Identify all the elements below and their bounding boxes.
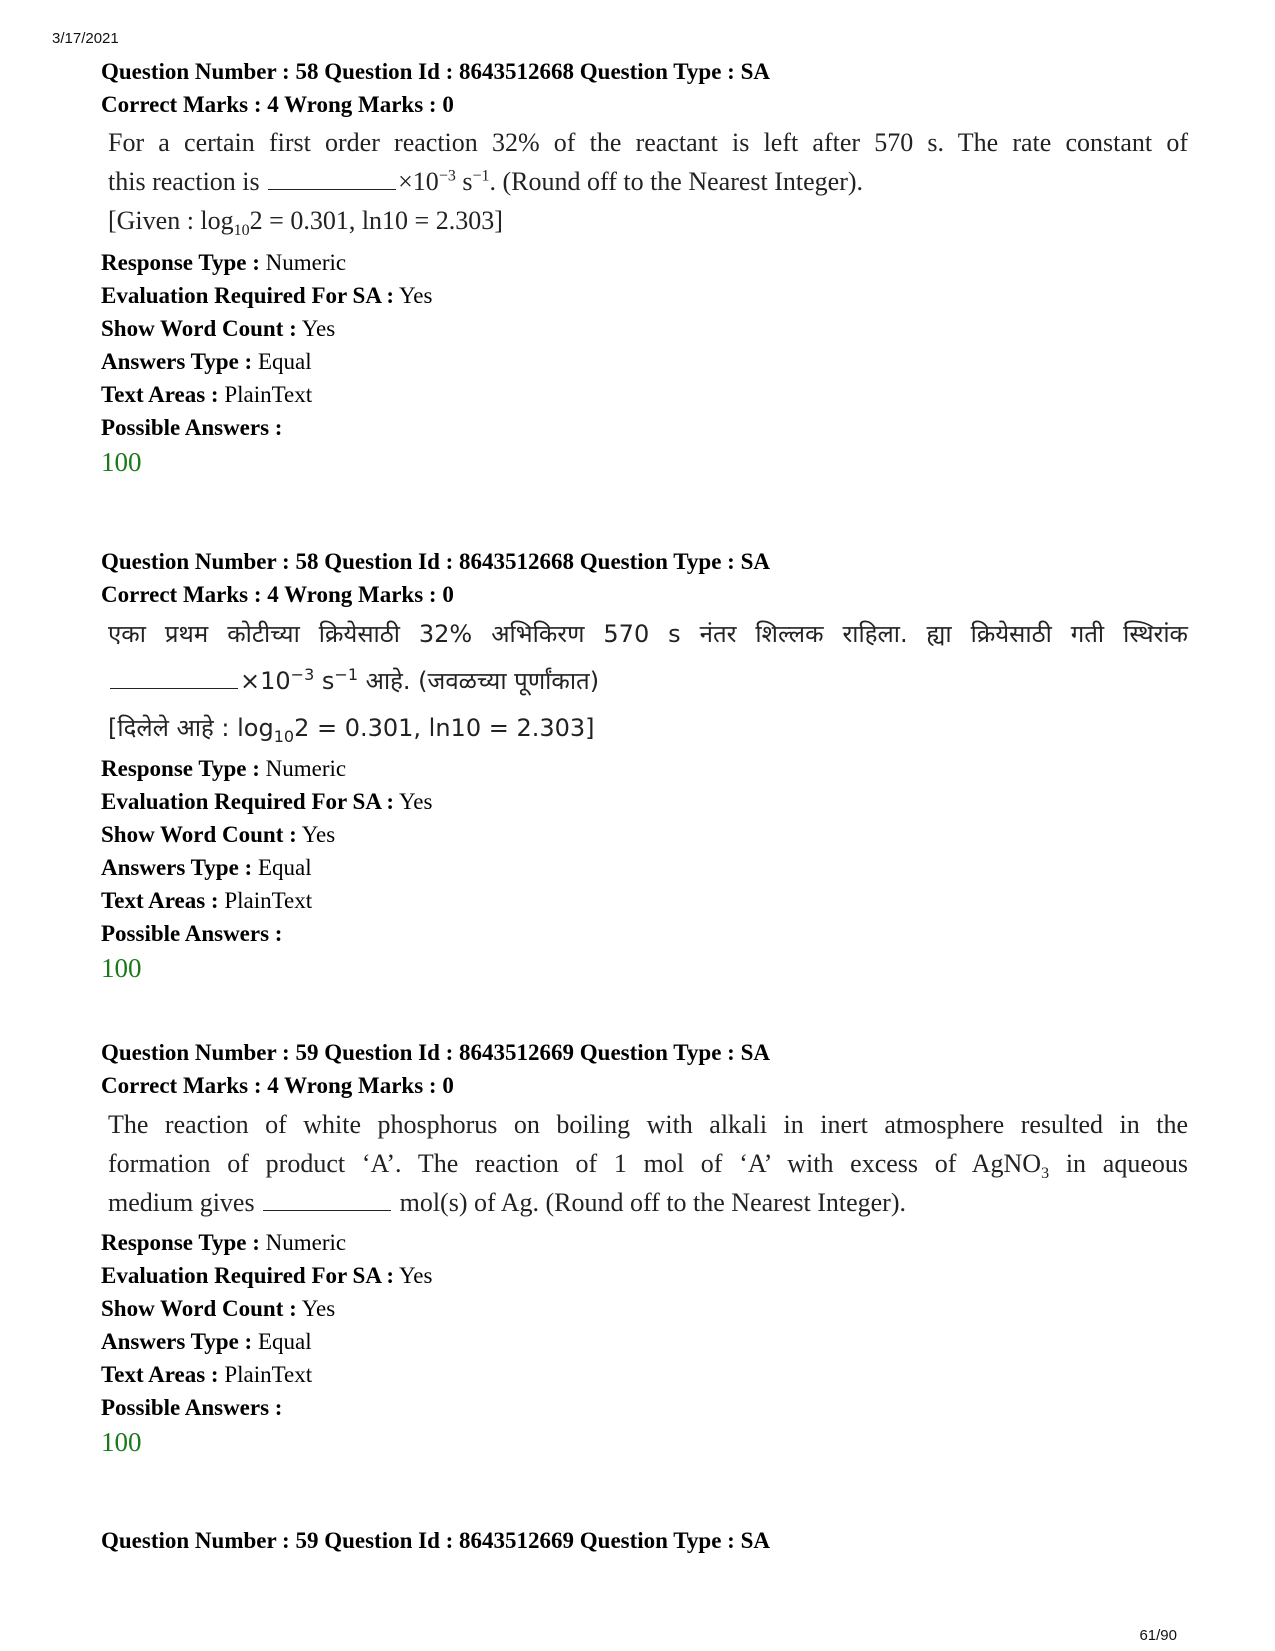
- question-marks: Correct Marks : 4 Wrong Marks : 0: [101, 1073, 454, 1098]
- text-fragment: in aqueous: [1049, 1149, 1188, 1178]
- label: Response Type :: [101, 1230, 260, 1255]
- response-type-row: [101, 246, 1191, 279]
- text-areas-row: [101, 378, 1191, 411]
- question-text: [108, 611, 1188, 752]
- exponent: −3: [290, 665, 315, 684]
- question-text-line-1: For a certain first order reaction 32% of the reactant is left after 570 s. The rate constant of: [108, 128, 1188, 157]
- answer-blank: [268, 169, 396, 190]
- question-text-line-3: [108, 705, 1188, 752]
- label: Show Word Count :: [101, 822, 297, 847]
- answer-value: 100: [101, 953, 142, 983]
- label: Answers Type :: [101, 349, 253, 374]
- text-fragment: 2 = 0.301, ln10 = 2.303]: [249, 206, 503, 235]
- page-number: 61/90: [1139, 1627, 1177, 1644]
- value: PlainText: [224, 382, 313, 407]
- question-59-english: [101, 1036, 1191, 1459]
- question-text: [108, 1105, 1188, 1222]
- question-text-line-3: [108, 201, 1188, 240]
- value: Numeric: [265, 1230, 347, 1255]
- question-marks: Correct Marks : 4 Wrong Marks : 0: [101, 92, 454, 117]
- answer-blank: [263, 1190, 391, 1211]
- question-header: Question Number : 59 Question Id : 8643512669 Question Type : SA: [101, 1040, 770, 1065]
- question-text-line-3: [108, 1183, 1188, 1222]
- text-fragment: s: [462, 167, 473, 196]
- question-58-english: [101, 55, 1191, 479]
- text-fragment: आहे. (जवळच्या पूर्णांकात): [358, 667, 600, 695]
- label: Response Type :: [101, 250, 260, 275]
- exponent: −3: [438, 167, 456, 185]
- value: Numeric: [265, 250, 347, 275]
- response-type-row: [101, 752, 1191, 785]
- question-header: Question Number : 59 Question Id : 8643512669 Question Type : SA: [101, 1528, 770, 1553]
- question-header: Question Number : 58 Question Id : 8643512668 Question Type : SA: [101, 549, 770, 574]
- evaluation-row: [101, 1259, 1191, 1292]
- question-text-line-2: [108, 658, 1188, 705]
- label: Show Word Count :: [101, 316, 297, 341]
- value: Equal: [257, 1329, 312, 1354]
- label: Answers Type :: [101, 855, 253, 880]
- evaluation-row: [101, 785, 1191, 818]
- subscript: 10: [273, 726, 295, 746]
- question-text: [108, 123, 1188, 240]
- text-areas-row: [101, 1358, 1191, 1391]
- text-fragment: [दिलेले आहे : log: [108, 714, 274, 742]
- possible-answers-row: [101, 1391, 1191, 1424]
- value: PlainText: [224, 888, 313, 913]
- question-marks: Correct Marks : 4 Wrong Marks : 0: [101, 582, 454, 607]
- value: Yes: [301, 316, 336, 341]
- value: Yes: [399, 283, 433, 308]
- label: Evaluation Required For SA :: [101, 1263, 395, 1288]
- answers-type-row: [101, 1325, 1191, 1358]
- possible-answers-row: [101, 411, 1191, 444]
- value: Yes: [399, 1263, 433, 1288]
- question-header: Question Number : 58 Question Id : 8643512668 Question Type : SA: [101, 59, 770, 84]
- label: Evaluation Required For SA :: [101, 283, 395, 308]
- value: Equal: [257, 349, 312, 374]
- possible-answers-row: [101, 917, 1191, 950]
- label: Answers Type :: [101, 1329, 253, 1354]
- label: Response Type :: [101, 756, 260, 781]
- subscript: 3: [1041, 1165, 1050, 1183]
- value: Yes: [301, 1296, 336, 1321]
- label: Show Word Count :: [101, 1296, 297, 1321]
- value: Yes: [301, 822, 336, 847]
- text-fragment: ×10: [398, 167, 439, 196]
- answers-type-row: [101, 345, 1191, 378]
- value: PlainText: [224, 1362, 313, 1387]
- value: Yes: [399, 789, 433, 814]
- answer-blank: [110, 668, 238, 689]
- response-type-row: [101, 1226, 1191, 1259]
- label: Possible Answers :: [101, 921, 283, 946]
- text-fragment: s: [321, 667, 335, 695]
- question-text-line-2: [108, 162, 1188, 201]
- evaluation-row: [101, 279, 1191, 312]
- question-58-marathi: [101, 545, 1191, 985]
- text-fragment: [Given : log: [108, 206, 234, 235]
- text-fragment: medium gives: [108, 1188, 255, 1217]
- value: Numeric: [265, 756, 347, 781]
- question-text-line-2: [108, 1144, 1188, 1183]
- value: Equal: [257, 855, 312, 880]
- exponent: −1: [472, 167, 490, 185]
- word-count-row: [101, 312, 1191, 345]
- answer-value: 100: [101, 447, 142, 477]
- text-fragment: 2 = 0.301, ln10 = 2.303]: [294, 714, 595, 742]
- text-fragment: this reaction is: [108, 167, 260, 196]
- label: Possible Answers :: [101, 1395, 283, 1420]
- label: Text Areas :: [101, 1362, 219, 1387]
- text-fragment: formation of product ‘A’. The reaction of 1 mol of ‘A’ with excess of AgNO: [108, 1149, 1042, 1178]
- page-date: 3/17/2021: [52, 30, 119, 47]
- question-59-marathi: [101, 1524, 1191, 1557]
- label: Possible Answers :: [101, 415, 283, 440]
- subscript: 10: [233, 222, 250, 240]
- label: Text Areas :: [101, 888, 219, 913]
- answer-value: 100: [101, 1427, 142, 1457]
- word-count-row: [101, 1292, 1191, 1325]
- text-areas-row: [101, 884, 1191, 917]
- text-fragment: ×10: [240, 667, 291, 695]
- text-fragment: . (Round off to the Nearest Integer).: [489, 167, 864, 196]
- text-fragment: mol(s) of Ag. (Round off to the Nearest Integer).: [399, 1188, 906, 1217]
- word-count-row: [101, 818, 1191, 851]
- exponent: −1: [334, 665, 358, 684]
- label: Evaluation Required For SA :: [101, 789, 395, 814]
- question-text-line-1: एका प्रथम कोटीच्या क्रियेसाठी 32% अभिकिरण 570 s नंतर शिल्लक राहिला. ह्या क्रियेसाठी गती स्थिरांक: [108, 620, 1188, 648]
- answers-type-row: [101, 851, 1191, 884]
- question-text-line-1: The reaction of white phosphorus on boiling with alkali in inert atmosphere resulted in the: [108, 1110, 1188, 1139]
- label: Text Areas :: [101, 382, 219, 407]
